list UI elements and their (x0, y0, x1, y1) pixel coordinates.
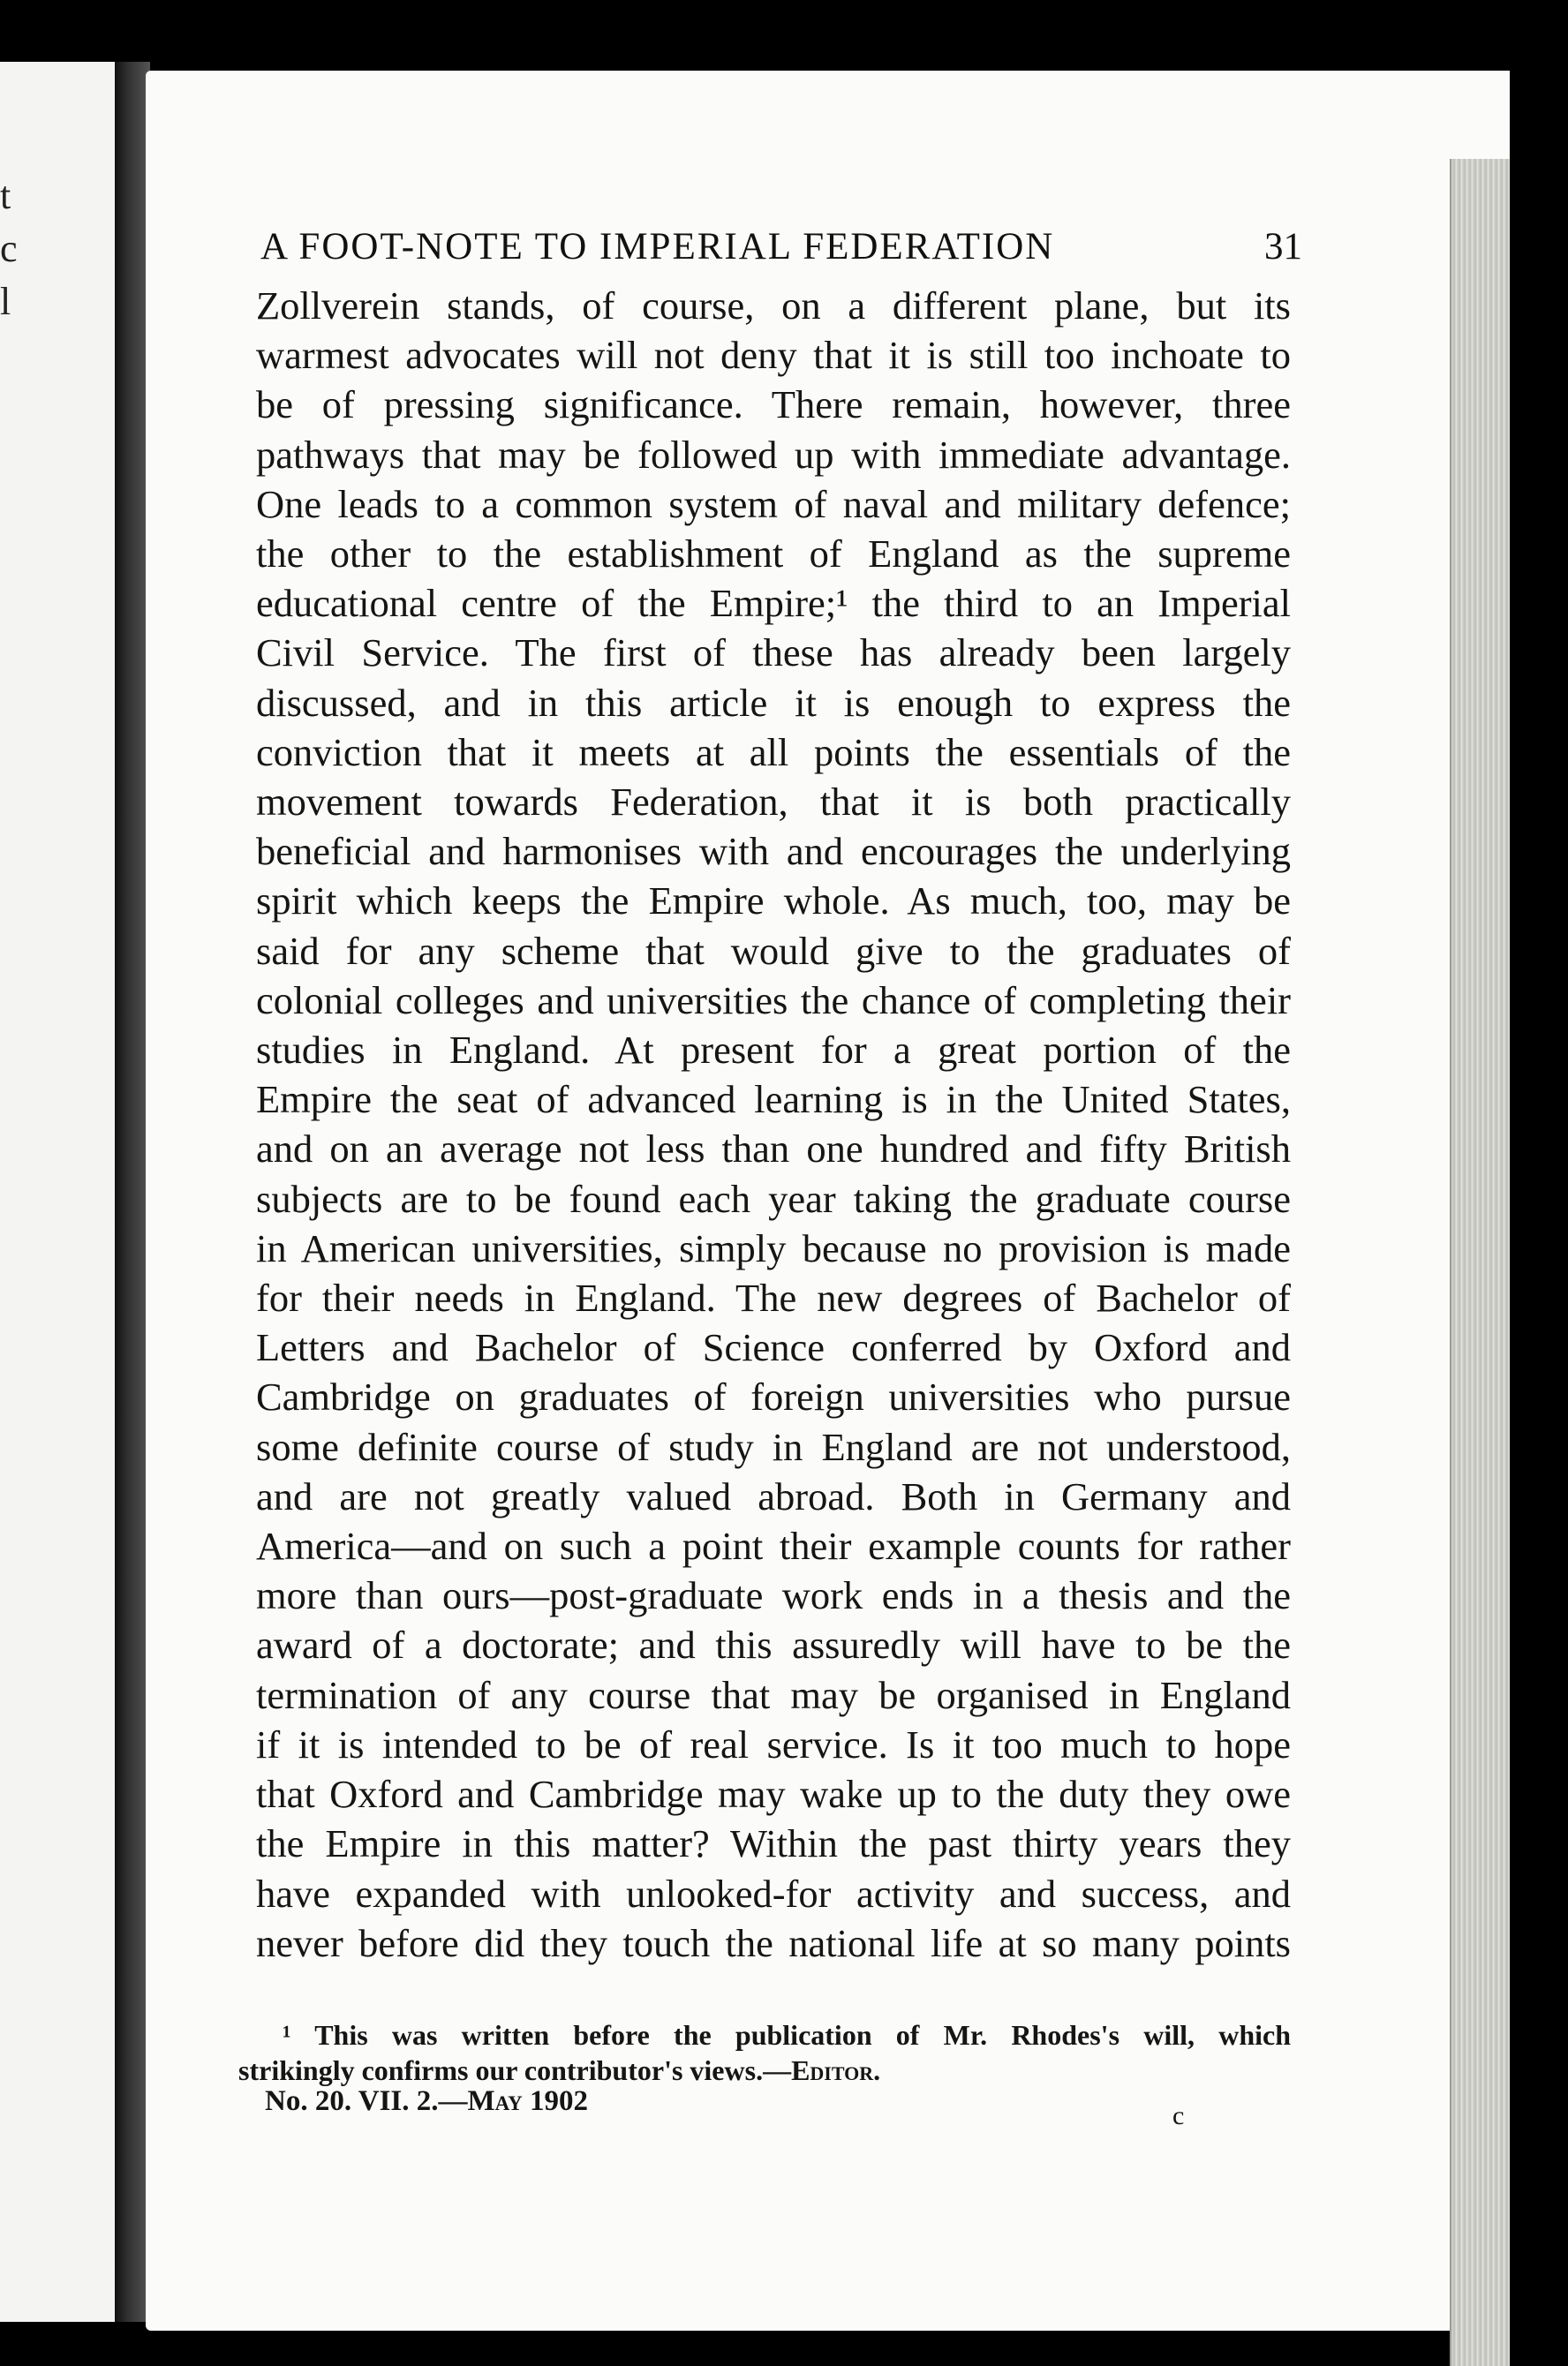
text-line: and on an average not less than one hundred and fifty British (256, 1126, 1291, 1172)
page-number: 31 (1264, 226, 1302, 267)
issue-number: No. 20. VII. 2.— (265, 2085, 468, 2117)
footnote-editor-credit: Editor. (791, 2054, 881, 2086)
text-line: Civil Service. The first of these has already been largely (256, 630, 1291, 675)
text-line: in American universities, simply because no provision is made (256, 1225, 1291, 1270)
text-line: have expanded with unlooked-for activity and success, and (256, 1871, 1291, 1916)
text-line: never before did they touch the national life at so many points (256, 1920, 1291, 1965)
text-line: conviction that it meets at all points the essentials of the (256, 729, 1291, 774)
text-line: award of a doctorate; and this assuredly will have to be the (256, 1623, 1291, 1668)
facing-page-edge (0, 62, 117, 2322)
footnote-line (238, 2053, 1291, 2088)
running-head (260, 225, 1302, 268)
text-line: spirit which keeps the Empire whole. As much, too, may be (256, 878, 1291, 923)
text-line: if it is intended to be of real service. Is it too much to hope (256, 1722, 1291, 1767)
text-line: America—and on such a point their example counts for rather (256, 1524, 1291, 1569)
text-line: more than ours—post-graduate work ends in a thesis and the (256, 1573, 1291, 1618)
page-stack-edges (1450, 159, 1510, 2366)
footnote (238, 2017, 1291, 2088)
footnote-text: strikingly confirms our contributor's views.— (238, 2054, 792, 2086)
facing-page-fragment: c (0, 227, 18, 270)
text-line: some definite course of study in England are not understood, (256, 1424, 1291, 1469)
running-head-title: A FOOT-NOTE TO IMPERIAL FEDERATION (260, 226, 1055, 267)
text-line: educational centre of the Empire;¹ the third to an Imperial (256, 581, 1291, 626)
text-line: for their needs in England. The new degrees of Bachelor of (256, 1276, 1291, 1321)
footnote-line: ¹ This was written before the publication of Mr. Rhodes's will, which (283, 2019, 1291, 2051)
text-line: warmest advocates will not deny that it is still too inchoate to (256, 333, 1291, 378)
text-line: Zollverein stands, of course, on a different plane, but its (256, 283, 1291, 328)
text-line: be of pressing significance. There remain, however, three (256, 382, 1291, 427)
text-line: termination of any course that may be organised in England (256, 1672, 1291, 1717)
text-line: discussed, and in this article it is enough to express the (256, 680, 1291, 725)
text-line: studies in England. At present for a great portion of the (256, 1028, 1291, 1073)
facing-page-fragment: l (0, 280, 11, 323)
issue-signature (265, 2085, 588, 2118)
issue-date: May 1902 (467, 2085, 589, 2117)
text-line: and are not greatly valued abroad. Both in Germany and (256, 1473, 1291, 1518)
text-line: colonial colleges and universities the chance of completing their (256, 977, 1291, 1022)
text-line: said for any scheme that would give to the graduates of (256, 928, 1291, 973)
text-line: Empire the seat of advanced learning is in the United States, (256, 1077, 1291, 1122)
text-line: that Oxford and Cambridge may wake up to the duty they owe (256, 1772, 1291, 1817)
text-line: the other to the establishment of England as the supreme (256, 531, 1291, 576)
text-line: subjects are to be found each year taking the graduate course (256, 1176, 1291, 1221)
text-line: beneficial and harmonises with and encourages the underlying (256, 829, 1291, 874)
text-line: the Empire in this matter? Within the past thirty years they (256, 1821, 1291, 1866)
text-line: pathways that may be followed up with immediate advantage. (256, 432, 1291, 477)
body-text (256, 281, 1291, 1968)
book-gutter (115, 62, 150, 2322)
facing-page-fragment: t (0, 174, 11, 217)
text-line: One leads to a common system of naval and military defence; (256, 481, 1291, 526)
text-line: Cambridge on graduates of foreign universities who pursue (256, 1375, 1291, 1420)
text-line: movement towards Federation, that it is both practically (256, 780, 1291, 825)
printer-signature-mark: c (1172, 2101, 1185, 2130)
text-line: Letters and Bachelor of Science conferred by Oxford and (256, 1325, 1291, 1370)
